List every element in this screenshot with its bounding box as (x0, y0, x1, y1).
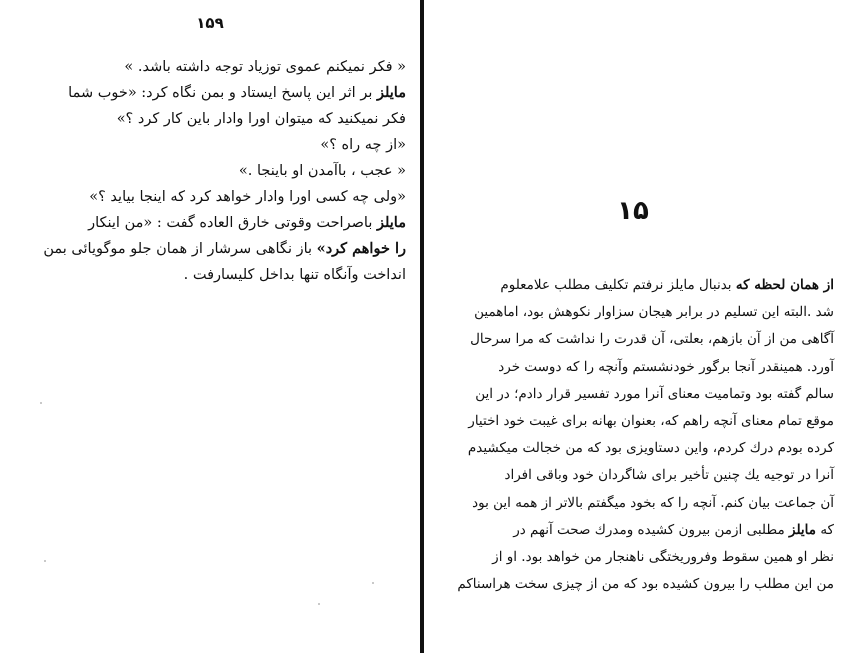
text-line (14, 106, 406, 132)
line-text: آن جماعت بیان کنم. آنچه را که بخود میگفتم بالاتر از همه این بود (472, 494, 834, 511)
left-page (0, 0, 420, 653)
text-line (464, 299, 834, 326)
line-text: بدنبال مایلز نرفتم تکلیف مطلب علامعلوم (500, 277, 736, 293)
text-line (14, 54, 406, 80)
scan-speck (40, 402, 42, 404)
line-text: فکر نمیکنید که میتوان اورا وادار باین کار کرد ؟» (116, 111, 406, 127)
line-text: شد .البته این تسلیم در برابر هیجان سزاوار نکوهش بود، اماهمین (474, 304, 834, 321)
right-page (424, 0, 842, 653)
line-text: انداخت وآنگاه تنها بداخل کلیسارفت . (183, 267, 406, 283)
text-line (464, 381, 834, 408)
scan-speck (44, 560, 46, 562)
page-number: ۱۵۹ (196, 14, 224, 32)
text-line (14, 132, 406, 158)
text-line (14, 210, 406, 236)
line-text: آگاهی من از آن بازهم، بعلتی، آن قدرت را نداشت که مرا سرحال (470, 331, 834, 348)
text-line (464, 354, 834, 381)
text-line (14, 262, 406, 288)
text-line (14, 158, 406, 184)
line-text: باصراحت وقوتی خارق العاده گفت : «من اینکار (88, 215, 377, 231)
text-line (14, 184, 406, 210)
bold-phrase: مایلز (376, 214, 406, 231)
line-text: «ولی چه کسی اورا وادار خواهد کرد که اینجا بیاید ؟» (89, 189, 406, 205)
line-text: که (816, 521, 834, 538)
line-text: من این مطلب را بیرون کشیده بود که من از چیزی سخت هراسناکم (457, 576, 834, 593)
text-line (464, 272, 834, 299)
text-line (464, 544, 834, 571)
bold-phrase: مایلز (376, 84, 406, 101)
text-line (14, 80, 406, 106)
line-text: نظر او همین سقوط وفروریختگی ناهنجار من خواهد بود. او از (492, 549, 834, 566)
bold-phrase: مایلز (789, 521, 817, 538)
text-line (14, 236, 406, 262)
right-page-text (457, 272, 834, 598)
text-line (464, 462, 834, 489)
bold-phrase: از همان لحظه که (735, 277, 834, 293)
bold-phrase: را خواهم کرد» (316, 240, 406, 257)
line-text: « فکر نمیکنم عموی توزیاد توجه داشته باشد. » (124, 59, 406, 75)
text-line (457, 571, 834, 598)
line-text: « عجب ، باآمدن او باینجا .» (238, 163, 406, 179)
line-text: کرده بودم درك کردم، واین دستاویزی بود که من خجالت میکشیدم (467, 440, 834, 457)
left-page-text (14, 54, 406, 288)
text-line (464, 517, 834, 544)
line-text: سالم گفته بود وتمامیت معنای آنرا مورد تفسیر قرار دادم؛ در این (475, 385, 834, 402)
line-text: بر اثر این پاسخ ایستاد و بمن نگاه کرد: «خوب شما (68, 85, 377, 101)
line-text: «از چه راه ؟» (320, 137, 406, 153)
line-text: باز نگاهی سرشار از همان جلو موگویائی بمن (43, 241, 317, 257)
text-line (464, 408, 834, 435)
chapter-number: ۱۵ (617, 196, 649, 226)
text-line (464, 435, 834, 462)
line-text: مطلبی ازمن بیرون کشیده ومدرك صحت آنهم در (513, 521, 789, 538)
line-text: آنرا در توجیه یك چنین تأخیر برای شاگردان خود وباقی افراد (504, 467, 834, 484)
line-text: آورد. همینقدر آنجا برگور خودنشستم وآنچه را که دوست خرد (498, 358, 834, 375)
line-text: موقع تمام معنای آنچه راهم که، بعنوان بهانه برای غیبت خود اختیار (468, 413, 834, 430)
text-line (464, 326, 834, 353)
scan-speck (318, 603, 320, 605)
scan-speck (372, 582, 374, 584)
text-line (464, 490, 834, 517)
